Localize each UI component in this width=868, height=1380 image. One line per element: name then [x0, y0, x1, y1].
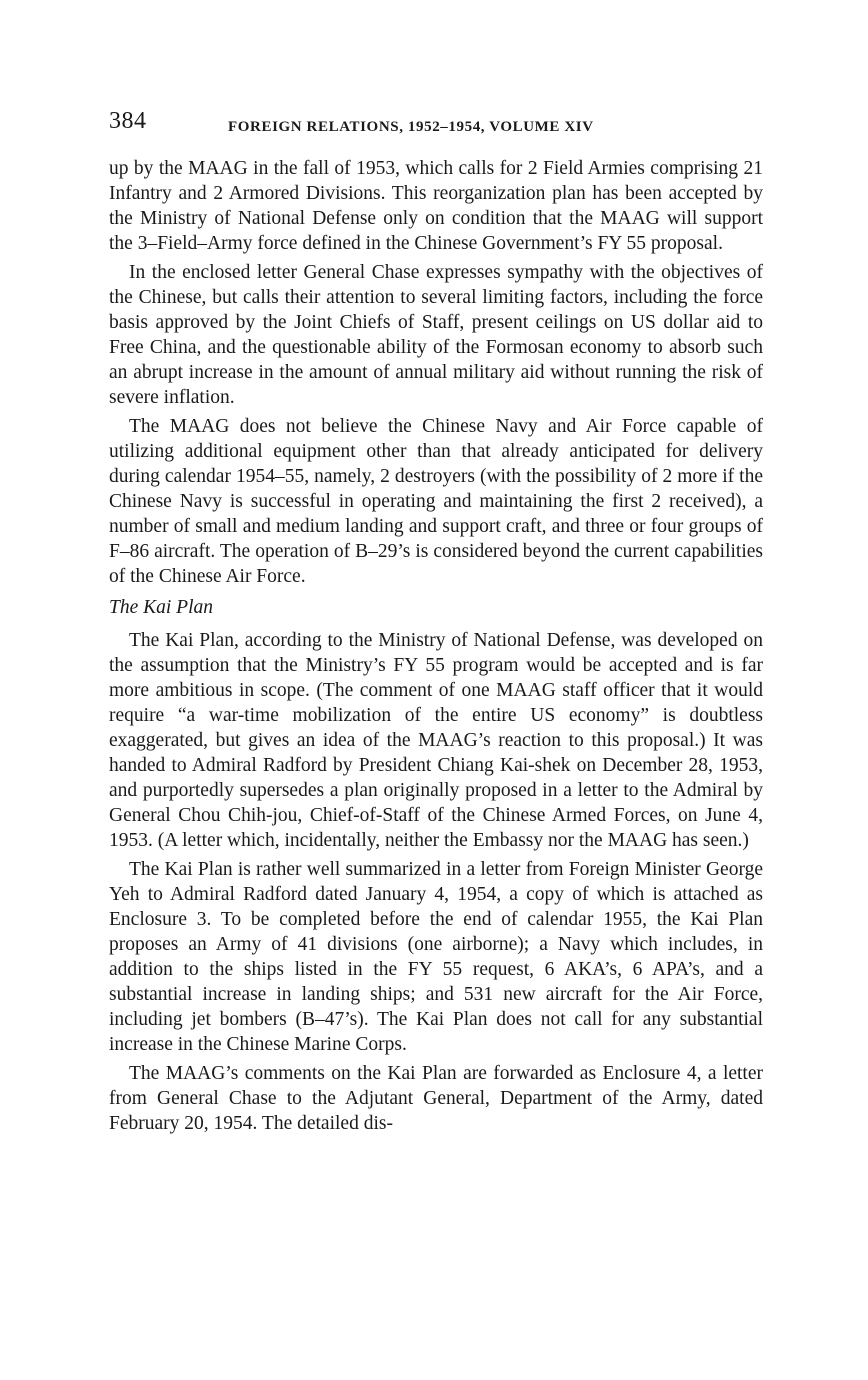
body-text — [109, 156, 763, 1136]
paragraph: The Kai Plan is rather well summarized in a letter from Foreign Minister George Yeh to Admiral Radford dated January 4, 1954, a copy of which is attached as Enclosure 3. To be completed before the end of calendar 1955, the Kai Plan proposes an Army of 41 divisions (one airborne); a Navy which includes, in addition to the ships listed in the FY 55 request, 6 AKA’s, 6 APA’s, and a substantial increase in landing ships; and 531 new aircraft for the Air Force, including jet bombers (B–47’s). The Kai Plan does not call for any substantial increase in the Chinese Marine Corps. — [109, 859, 763, 1055]
paragraph: In the enclosed letter General Chase expresses sympathy with the objectives of the Chinese, but calls their attention to several limiting factors, including the force basis approved by the Joint Chiefs of Staff, present ceilings on US dollar aid to Free China, and the questionable ability of the Formosan economy to absorb such an abrupt increase in the amount of annual military aid without running the risk of severe inflation. — [109, 262, 763, 408]
running-head — [109, 108, 763, 148]
page-number: 384 — [109, 108, 147, 134]
paragraph: The Kai Plan, according to the Ministry of National Defense, was developed on the assumption that the Ministry’s FY 55 program would be accepted and is far more ambitious in scope. (The comment of one MAAG staff officer that it would require “a war-time mobilization of the entire US economy” is doubtless exaggerated, but gives an idea of the MAAG’s reaction to this proposal.) It was handed to Admiral Radford by President Chiang Kai-shek on December 28, 1953, and purportedly supersedes a plan originally proposed in a letter to the Admiral by General Chou Chih-jou, Chief-of-Staff of the Chinese Armed Forces, on June 4, 1953. (A letter which, incidentally, neither the Embassy nor the MAAG has seen.) — [109, 630, 763, 851]
running-head-title: FOREIGN RELATIONS, 1952–1954, VOLUME XIV — [228, 119, 594, 135]
paragraph-continued: up by the MAAG in the fall of 1953, which calls for 2 Field Armies comprising 21 Infantry and 2 Armored Divisions. This reorganization plan has been accepted by the Ministry of National Defense only on condition that the MAAG will support the 3–Field–Army force defined in the Chinese Government’s FY 55 proposal. — [109, 158, 763, 254]
paragraph: The MAAG’s comments on the Kai Plan are forwarded as Enclosure 4, a letter from General Chase to the Adjutant General, Department of the Army, dated February 20, 1954. The detailed dis- — [109, 1063, 763, 1134]
section-heading: The Kai Plan — [109, 597, 214, 618]
paragraph: The MAAG does not believe the Chinese Navy and Air Force capable of utilizing additional equipment other than that already anticipated for delivery during calendar 1954–55, namely, 2 destroyers (with the possibility of 2 more if the Chinese Navy is successful in operating and maintaining the first 2 received), a number of small and medium landing and support craft, and three or four groups of F–86 aircraft. The operation of B–29’s is considered beyond the current capabilities of the Chinese Air Force. — [109, 416, 763, 587]
document-page — [109, 108, 763, 1140]
